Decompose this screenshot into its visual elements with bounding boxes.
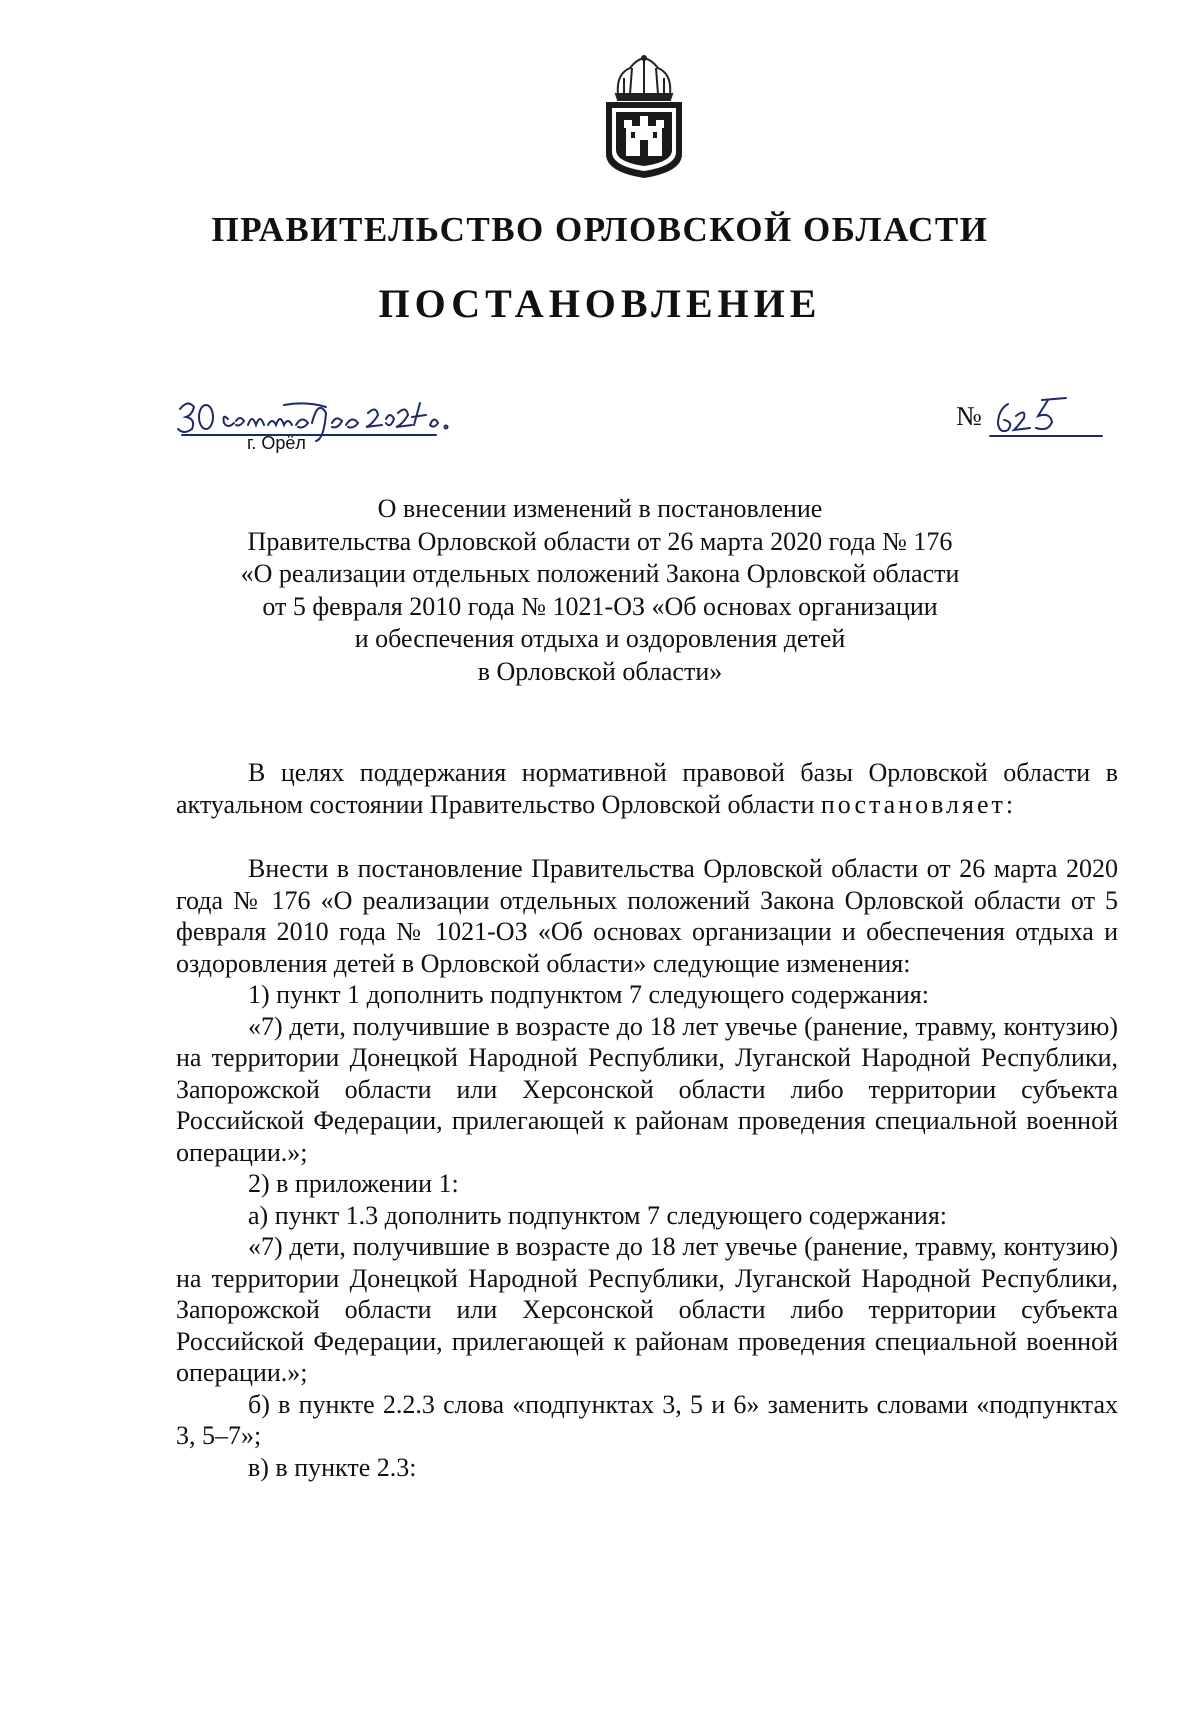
handwritten-number: [986, 392, 1106, 440]
handwritten-date: [176, 395, 476, 445]
title-line: «О реализации отдельных положений Закона Орловской области: [240, 559, 960, 588]
document-body: [176, 853, 1118, 1483]
title-line: О внесении изменений в постановление: [377, 494, 823, 523]
body-paragraph: «7) дети, получившие в возрасте до 18 лет увечье (ранение, травму, контузию) на территории Донецкой Народной Республики, Луганской Народной Республики, Запорожской области или Херсонской области либо территории субъекта Российской Федерации, прилегающей к районам проведения специальной военной операции.»;: [176, 1232, 1118, 1387]
body-paragraph: Внести в постановление Правительства Орловской области от 26 марта 2020 года № 176 «О реализации отдельных положений Закона Орловской области от 5 февраля 2010 года № 1021-ОЗ «Об основах организации и обеспечения отдыха и оздоровления детей в Орловской области» следующие изменения:: [176, 854, 1118, 978]
organization-name: ПРАВИТЕЛЬСТВО ОРЛОВСКОЙ ОБЛАСТИ: [211, 210, 989, 249]
preamble-paragraph: [176, 757, 1118, 820]
preamble-spaced-word: постановляет:: [820, 789, 1017, 819]
body-paragraph: в) в пункте 2.3:: [248, 1452, 417, 1482]
body-paragraph: «7) дети, получившие в возрасте до 18 лет увечье (ранение, травму, контузию) на территории Донецкой Народной Республики, Луганской Народной Республики, Запорожской области или Херсонской области либо территории субъекта Российской Федерации, прилегающей к районам проведения специальной военной операции.»;: [176, 1011, 1118, 1167]
title-line: и обеспечения отдыха и оздоровления детей: [354, 624, 846, 653]
title-line: от 5 февраля 2010 года № 1021-ОЗ «Об основах организации: [262, 591, 938, 621]
document-title: [150, 493, 1050, 688]
title-line: Правительства Орловской области от 26 марта 2020 года № 176: [247, 526, 953, 556]
preamble-text: В целях поддержания нормативной правовой базы Орловской области в актуальном состоянии Правительство Орловской области: [176, 758, 1118, 819]
title-line: в Орловской области»: [477, 656, 723, 686]
city: г. Орёл: [247, 433, 306, 453]
body-paragraph: 2) в приложении 1:: [248, 1169, 459, 1198]
body-paragraph: а) пункт 1.3 дополнить подпунктом 7 следующего содержания:: [248, 1200, 948, 1230]
body-paragraph: 1) пункт 1 дополнить подпунктом 7 следующего содержания:: [248, 980, 929, 1009]
number-label: №: [956, 401, 982, 431]
document-type: ПОСТАНОВЛЕНИЕ: [378, 281, 822, 326]
body-paragraph: б) в пункте 2.2.3 слова «подпунктах 3, 5 и 6» заменить словами «подпунктах 3, 5–7»;: [176, 1389, 1118, 1450]
orel-oblast-coat-of-arms-icon: [596, 54, 692, 180]
